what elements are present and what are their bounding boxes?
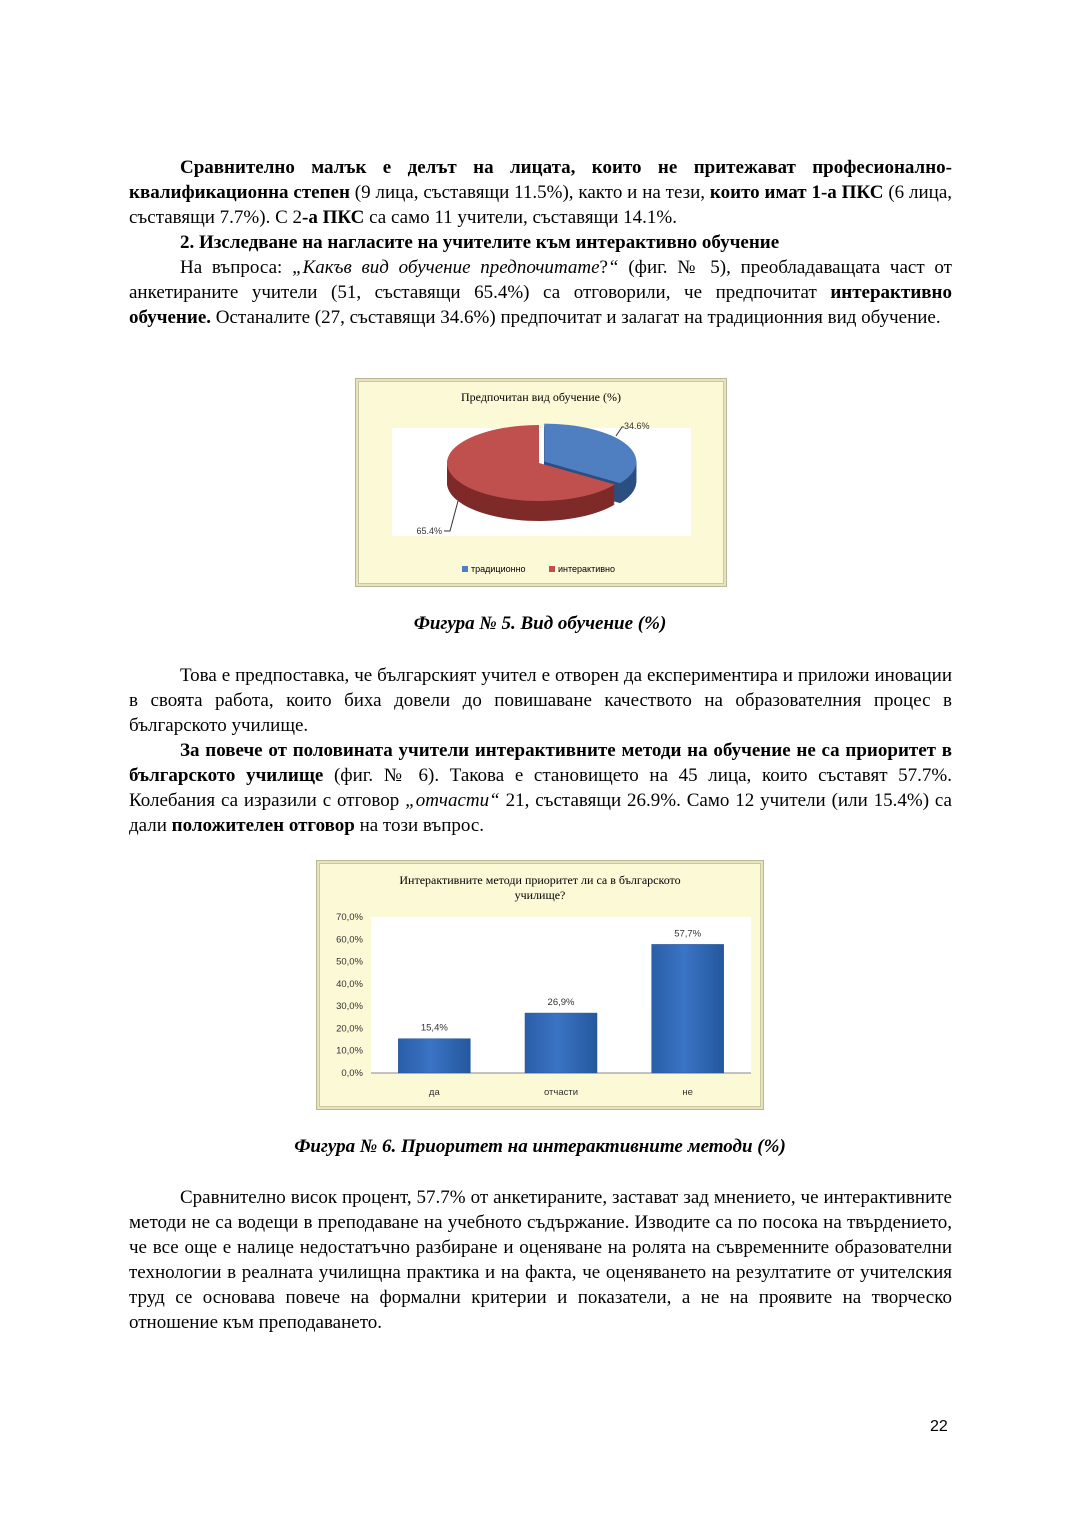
paragraph: Това е предпоставка, че българският учител е отворен да експериментира и приложи иновации в своята работа, които биха довели до повишаване качеството на образователния процес в българското училище. [129, 665, 952, 736]
paragraph: Сравнително висок процент, 57.7% от анкетираните, застават зад мнението, че интерактивните методи не са водещи в преподаване на учебното съдържание. Изводите са по посока на твърдението, че все още е налице недостатъчно разбиране и оценяване на ролята на съвременните образователни технологии в реалната училищна практика и на факта, че оценяването на резултатите от учителския труд се основава повече на формални критерии и показатели, а не на проявите на творческо отношение към преподаването. [129, 1187, 952, 1333]
bar-да [398, 1039, 470, 1073]
page-number: 22 [930, 1418, 948, 1435]
paragraph-priority [129, 738, 952, 838]
chart-title: Интерактивните методи приоритет ли са в българското [399, 873, 681, 887]
y-tick-label: 70,0% [336, 912, 363, 923]
text: 21, съставящи 26.9%. Само 12 учители (или 15.4%) са дали [129, 790, 952, 836]
legend-label: интерактивно [558, 564, 615, 574]
text-bold: които имат 1-а ПКС [709, 182, 884, 203]
text: ? [599, 257, 608, 278]
y-tick-label: 0,0% [341, 1068, 363, 1079]
legend-swatch [462, 566, 468, 572]
text-bold: За повече от половината учители интерактивните методи на обучение не са приоритет в българското училище [129, 740, 952, 786]
paragraph-pks [129, 155, 952, 230]
data-label: 34.6% [624, 421, 650, 431]
pie-chart-figure-5 [355, 378, 727, 587]
text: На въпроса: [180, 257, 293, 278]
y-tick-label: 30,0% [336, 1001, 363, 1013]
y-tick-label: 60,0% [336, 934, 363, 946]
text-italic: „Какъв вид обучение предпочитате [292, 257, 600, 278]
data-label: 65.4% [416, 526, 442, 536]
text: (фиг. № 5), преобладаващата част от анкетираните учители (51, съставящи 65.4%) са отговорили, че предпочитат [129, 257, 952, 303]
bar-chart-figure-6 [316, 860, 764, 1110]
text-bold: интерактивно обучение. [129, 282, 952, 328]
figure-caption: Фигура № 5. Вид обучение (%) [413, 613, 667, 634]
x-tick-label: да [428, 1087, 440, 1098]
text: (фиг. № 6). Такова е становището на 45 лица, които съставят 57.7%. Колебания са изразили с отговор [129, 765, 952, 811]
bar-не [652, 944, 724, 1073]
y-tick-label: 50,0% [336, 956, 363, 968]
legend-swatch [549, 566, 555, 572]
pie-chart [356, 379, 726, 586]
paragraph-question [129, 255, 952, 330]
text-italic: „отчасти“ [405, 790, 500, 811]
text: са само 11 учители, съставящи 14.1%. [364, 207, 678, 228]
legend-label: традиционно [471, 564, 526, 574]
text: на този въпрос. [354, 815, 485, 836]
chart-title: училище? [514, 888, 566, 902]
section-heading: 2. Изследване на нагласите на учителите към интерактивно обучение [180, 232, 780, 253]
text: (9 лица, съставящи 11.5%), както и на тези, [349, 182, 710, 203]
data-label: 57,7% [674, 928, 702, 940]
y-tick-label: 10,0% [336, 1045, 363, 1057]
x-tick-label: отчасти [543, 1087, 579, 1098]
text: Останалите (27, съставящи 34.6%) предпочитат и залагат на традиционния вид обучение. [211, 307, 941, 328]
text-bold: Сравнително малък е делът на лицата, които не притежават професионално-квалификационна степен [129, 157, 952, 203]
chart-title: Предпочитан вид обучение (%) [460, 390, 622, 404]
text-italic: “ [607, 257, 619, 278]
text: (6 лица, съставящи 7.7%). С 2 [129, 182, 953, 228]
text-bold: -а ПКС [302, 207, 365, 228]
data-label: 15,4% [420, 1022, 448, 1034]
text-bold: положителен отговор [171, 815, 355, 836]
bar-chart [317, 861, 763, 1109]
bar-отчасти [525, 1013, 597, 1073]
y-tick-label: 40,0% [336, 978, 363, 990]
y-tick-label: 20,0% [336, 1023, 363, 1035]
x-tick-label: не [682, 1087, 693, 1098]
figure-caption: Фигура № 6. Приоритет на интерактивните методи (%) [294, 1136, 786, 1157]
data-label: 26,9% [547, 997, 575, 1009]
